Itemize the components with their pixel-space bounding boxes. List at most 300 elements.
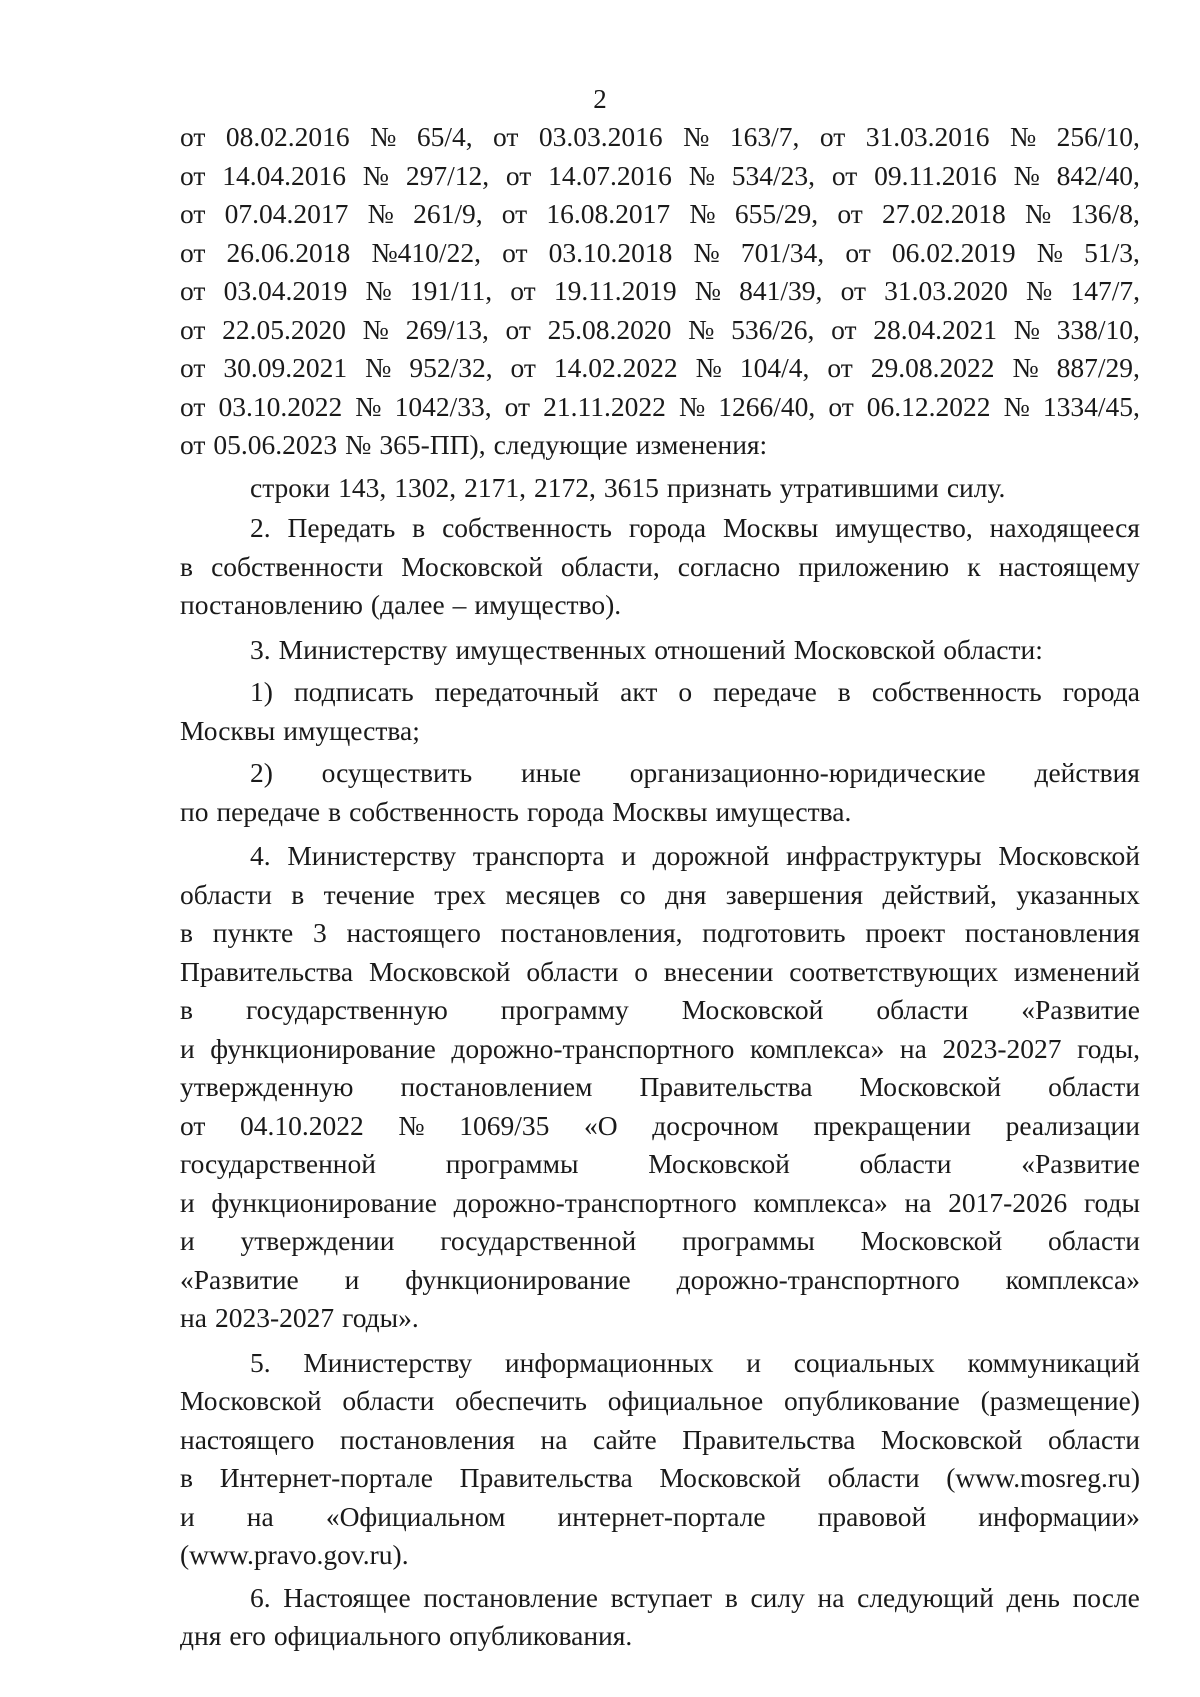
word: утвержденную (180, 1071, 354, 1102)
word: внесении (663, 955, 774, 987)
text-line (180, 548, 1140, 587)
word: транспорта (472, 840, 605, 871)
word: государственной (440, 1225, 637, 1256)
word: от (510, 352, 536, 383)
word: инфраструктуры (786, 840, 982, 871)
word: и (180, 1500, 195, 1532)
word: 07.04.2017 (224, 198, 349, 229)
word: от (505, 159, 532, 191)
word: дорожной (652, 840, 770, 871)
word: следующий (857, 1581, 994, 1613)
word: информации» (978, 1500, 1140, 1532)
word: Министерству (278, 633, 448, 665)
word: «Развитие (1021, 994, 1140, 1025)
word: 03.10.2022 (218, 390, 343, 422)
word: пункте (212, 917, 294, 948)
word: от (827, 352, 853, 383)
word: 08.02.2016 (225, 121, 350, 152)
word: № (1012, 352, 1039, 383)
word: Московской (880, 1423, 1023, 1455)
word: Министерству (303, 1346, 473, 1378)
word: области (180, 878, 272, 910)
word: от (837, 198, 863, 229)
word: 269/13, (405, 313, 489, 345)
word: (www.pravo.gov.ru). (180, 1539, 409, 1570)
word: 2023-2027 (942, 1032, 1062, 1064)
text-line (180, 1459, 1140, 1498)
word: № (688, 313, 715, 345)
word: 655/29, (734, 198, 819, 229)
word: постановления (964, 917, 1140, 948)
word: от (180, 352, 206, 383)
word: № (695, 352, 722, 383)
word: 2023-2027 (214, 1302, 335, 1333)
word: № (1013, 313, 1040, 345)
word: функционирование (211, 1186, 437, 1218)
word: области (1048, 1071, 1140, 1102)
word: изменений (1014, 955, 1140, 987)
word: 1334/45, (1042, 390, 1140, 422)
word: Правительства (639, 1071, 813, 1102)
word: 147/7, (1070, 275, 1140, 306)
word: № (1003, 390, 1030, 422)
text-line (180, 1184, 1140, 1223)
word: собственности (211, 550, 384, 582)
text-line (180, 272, 1140, 311)
word: государственной (180, 1148, 376, 1179)
word: передаточный (434, 676, 600, 707)
word: Московской (859, 1071, 1002, 1102)
text-line (180, 1579, 1140, 1618)
word: области: (943, 633, 1043, 665)
word: к (967, 550, 981, 582)
text-line (180, 1382, 1140, 1421)
word: от (501, 198, 528, 229)
word: в (180, 917, 193, 948)
word: 536/26, (731, 313, 815, 345)
word: 338/10, (1056, 313, 1140, 345)
word: силу (750, 1581, 805, 1613)
text-line (180, 426, 1140, 465)
word: 143, (338, 471, 387, 503)
word: 31.03.2016 (865, 121, 990, 152)
word: 16.08.2017 (546, 198, 671, 229)
word: 28.04.2021 (873, 313, 997, 345)
word: годы (1083, 1186, 1140, 1218)
word: собственность (871, 676, 1042, 707)
text-line (180, 754, 1140, 793)
text-line (180, 1344, 1140, 1383)
word: области (1048, 1423, 1140, 1455)
word: и (180, 1032, 195, 1064)
word: 2172, (534, 471, 596, 503)
word: настоящему (998, 550, 1140, 582)
word: программы (682, 1225, 815, 1256)
word: функционирование (210, 1032, 436, 1064)
word: постановления, (500, 917, 683, 948)
word: со (619, 878, 646, 910)
word: 1266/40, (718, 390, 816, 422)
word: 887/29, (1056, 352, 1140, 383)
word: программу (500, 994, 629, 1025)
word: комплекса» (749, 1032, 885, 1064)
word: указанных (1016, 878, 1140, 910)
text-line (180, 349, 1140, 388)
word: функционирование (405, 1263, 631, 1295)
word: области (827, 1462, 920, 1493)
word: и (180, 1186, 195, 1218)
text-line (180, 388, 1140, 427)
word: дорожно-транспортного (451, 1032, 735, 1064)
word: 03.03.2016 (538, 121, 663, 152)
word: № (683, 121, 710, 152)
word: от (180, 121, 206, 152)
word: «Официальном (325, 1500, 506, 1532)
word: Московской (860, 1225, 1003, 1256)
word: 534/23, (731, 159, 816, 191)
word: постановлением (400, 1071, 593, 1102)
word: приложению (798, 550, 950, 582)
word: 261/9, (413, 198, 483, 229)
word: на (904, 1186, 932, 1218)
word: и (621, 840, 636, 871)
word: строки (250, 471, 331, 503)
word: Передать (287, 512, 396, 543)
word: 3615 (603, 471, 659, 503)
text-line (180, 1617, 1140, 1656)
word: 03.10.2018 (548, 236, 673, 268)
word: (размещение) (980, 1385, 1140, 1416)
word: передаче (713, 676, 817, 707)
word: № (1036, 236, 1064, 268)
word: города (526, 795, 605, 827)
word: 136/8, (1070, 198, 1140, 229)
word: передаче (216, 795, 321, 827)
page-number: 2 (593, 84, 607, 114)
word: 14.07.2016 (548, 159, 672, 191)
word: завершения (725, 878, 864, 910)
text-line (180, 311, 1140, 350)
word: комплекса» (1005, 1263, 1140, 1295)
word: 842/40, (1056, 159, 1140, 191)
word: № (367, 198, 394, 229)
word: постановления (339, 1423, 515, 1455)
word: № (694, 275, 721, 306)
word: на (180, 1302, 207, 1333)
text-line (180, 1145, 1140, 1184)
word: в (180, 550, 193, 582)
word: день (1006, 1581, 1060, 1613)
word: от (831, 159, 858, 191)
word: № (362, 159, 390, 191)
text-line (180, 1107, 1140, 1146)
word: годы, (1077, 1032, 1140, 1064)
word: 14.02.2022 (553, 352, 678, 383)
word: города (628, 512, 707, 543)
word: в (291, 878, 305, 910)
word: собственность (349, 795, 519, 827)
word: комплекса» (753, 1186, 888, 1218)
word: от (180, 275, 206, 306)
word: дорожно-транспортного (453, 1186, 737, 1218)
word: интернет-портале (557, 1500, 766, 1532)
text-line (180, 195, 1140, 234)
text-line (180, 1299, 1140, 1338)
word: в (724, 1581, 738, 1613)
word: от (504, 390, 531, 422)
word: от (819, 121, 846, 152)
word: 22.05.2020 (222, 313, 346, 345)
text-line (180, 1068, 1140, 1107)
word: 701/34, (740, 236, 825, 268)
word: 191/11, (409, 275, 493, 306)
word: опубликования. (449, 1620, 633, 1651)
word: отношений (654, 633, 786, 665)
word: действия (1034, 757, 1140, 788)
word: имущество, (835, 512, 973, 543)
word: № (365, 352, 392, 383)
word: 1042/33, (394, 390, 492, 422)
word: и (746, 1346, 761, 1378)
word: дорожно-транспортного (676, 1263, 960, 1295)
text-line (180, 469, 1140, 508)
word: 31.03.2020 (884, 275, 1008, 306)
word: и (180, 1225, 195, 1256)
text-line (180, 1222, 1140, 1261)
word: 03.04.2019 (223, 275, 348, 306)
word: 104/4, (739, 352, 810, 383)
word: 297/12, (405, 159, 490, 191)
word: Московской (793, 633, 936, 665)
word: 163/7, (729, 121, 800, 152)
word: от (493, 121, 519, 152)
word: дня (665, 878, 707, 910)
text-line (180, 234, 1140, 273)
word: 6. (250, 1581, 271, 1613)
word: вступает (610, 1581, 713, 1613)
word: – (452, 589, 467, 620)
text-line (180, 157, 1140, 196)
text-line (180, 991, 1140, 1030)
word: от (505, 313, 531, 345)
word: прекращении (813, 1109, 971, 1141)
word: признать (666, 471, 772, 503)
word: обеспечить (455, 1385, 587, 1416)
word: сайте (593, 1423, 657, 1455)
word: Московской (681, 994, 824, 1025)
word: области (342, 1385, 435, 1416)
text-line (180, 712, 1140, 751)
word: от (180, 313, 206, 345)
text-line (180, 876, 1140, 915)
text-line (180, 1421, 1140, 1460)
word: области (526, 955, 619, 987)
word: Москвы (612, 795, 708, 827)
word: собственность (442, 512, 612, 543)
word: иные (520, 757, 582, 788)
word: официальное (607, 1385, 764, 1416)
word: 05.06.2023 (213, 429, 338, 460)
word: № (370, 121, 397, 152)
word: 21.11.2022 (543, 390, 666, 422)
word: 65/4, (416, 121, 473, 152)
word: соответствующих (789, 955, 999, 987)
word: № (689, 198, 716, 229)
word: его (229, 1620, 266, 1651)
text-line (180, 673, 1140, 712)
word: Московской (998, 840, 1140, 871)
word: на (817, 1581, 845, 1613)
word: № (693, 236, 720, 268)
text-line (180, 914, 1140, 953)
word: подписать (293, 676, 414, 707)
word: в (837, 676, 851, 707)
word: 06.12.2022 (866, 390, 991, 422)
word: Правительства (180, 955, 354, 987)
word: на (899, 1032, 927, 1064)
word: от (840, 275, 866, 306)
word: подготовить (702, 917, 846, 948)
word: от (831, 313, 857, 345)
word: организационно-юридические (629, 757, 986, 788)
word: от (510, 275, 536, 306)
word: от (180, 198, 206, 229)
word: силу. (946, 471, 1006, 503)
word: акт (620, 676, 658, 707)
word: 25.08.2020 (547, 313, 672, 345)
word: 19.11.2019 (553, 275, 677, 306)
word: области (1048, 1225, 1140, 1256)
word: на (246, 1500, 274, 1532)
word: «О (583, 1109, 618, 1141)
word: 30.09.2021 (223, 352, 348, 383)
word: 365-ПП), (379, 429, 486, 460)
word: коммуникаций (967, 1346, 1140, 1378)
word: № (1013, 159, 1040, 191)
word: от (180, 236, 206, 268)
word: следующие (493, 429, 628, 460)
word: № (1026, 275, 1053, 306)
word: от (502, 236, 528, 268)
word: в (180, 994, 193, 1025)
word: 952/32, (409, 352, 493, 383)
word: действий, (882, 878, 997, 910)
word: проект (865, 917, 946, 948)
word: № (355, 390, 382, 422)
word: постановлению (180, 589, 363, 620)
word: опубликование (784, 1385, 960, 1416)
word: о (634, 955, 648, 987)
word: 04.10.2022 (240, 1109, 364, 1141)
word: в (328, 795, 342, 827)
text-line (180, 1498, 1140, 1537)
word: после (1072, 1581, 1140, 1613)
word: в (180, 1462, 193, 1493)
text-line (180, 837, 1140, 876)
word: трех (434, 878, 486, 910)
word: (далее (370, 589, 445, 620)
word: 09.11.2016 (874, 159, 997, 191)
word: 1302, (394, 471, 457, 503)
word: по (180, 795, 209, 827)
word: 3 (312, 917, 327, 948)
word: Правительства (682, 1423, 856, 1455)
word: Московской (648, 1148, 790, 1179)
word: 2017-2026 (948, 1186, 1068, 1218)
word: Интернет-портале (219, 1462, 433, 1493)
word: Москвы (722, 512, 819, 543)
word: № (678, 390, 706, 422)
word: № (1009, 121, 1037, 152)
word: № (365, 275, 392, 306)
word: 26.06.2018 (226, 236, 351, 268)
text-line (180, 953, 1140, 992)
word: № (345, 429, 372, 460)
word: Московской (659, 1462, 801, 1493)
word: находящееся (989, 512, 1140, 543)
word: течение (323, 878, 415, 910)
word: 14.04.2016 (222, 159, 346, 191)
word: Московской (368, 955, 511, 987)
word: 1) (250, 676, 273, 707)
word: «Развитие (1021, 1148, 1140, 1179)
word: 256/10, (1056, 121, 1140, 152)
word: 27.02.2018 (881, 198, 1006, 229)
word: осуществить (321, 757, 473, 788)
word: дня (180, 1620, 222, 1651)
word: государственную (245, 994, 448, 1025)
word: «Развитие (180, 1263, 299, 1295)
word: Настоящее (283, 1581, 411, 1613)
word: от (180, 390, 206, 422)
word: 2171, (464, 471, 527, 503)
word: 2. (250, 512, 271, 543)
word: реализации (1005, 1109, 1140, 1141)
word: правовой (817, 1500, 927, 1532)
word: и (344, 1263, 360, 1295)
word: месяцев (505, 878, 601, 910)
text-line (180, 586, 1140, 625)
word: на (540, 1423, 568, 1455)
word: официального (273, 1620, 442, 1651)
text-line (180, 631, 1140, 670)
word: имущества. (715, 795, 852, 827)
word: 2) (250, 757, 273, 788)
word: согласно (677, 550, 781, 582)
word: имущественных (455, 633, 647, 665)
word: 3. (250, 633, 271, 665)
word: (www.mosreg.ru) (946, 1462, 1140, 1493)
word: о (678, 676, 693, 707)
word: имущество). (474, 589, 622, 620)
word: 841/39, (739, 275, 823, 306)
word: информационных (504, 1346, 714, 1378)
word: досрочном (652, 1109, 779, 1141)
word: в (412, 512, 426, 543)
word: социальных (793, 1346, 935, 1378)
word: 1069/35 (459, 1109, 550, 1141)
text-line (180, 1261, 1140, 1300)
word: 5. (250, 1346, 271, 1378)
text-line (180, 509, 1140, 548)
word: от (180, 159, 206, 191)
word: 51/3, (1084, 236, 1140, 268)
word: настоящего (180, 1423, 315, 1455)
word: № (688, 159, 715, 191)
word: 4. (250, 840, 271, 871)
word: области (859, 1148, 952, 1179)
word: Москвы (180, 714, 276, 746)
